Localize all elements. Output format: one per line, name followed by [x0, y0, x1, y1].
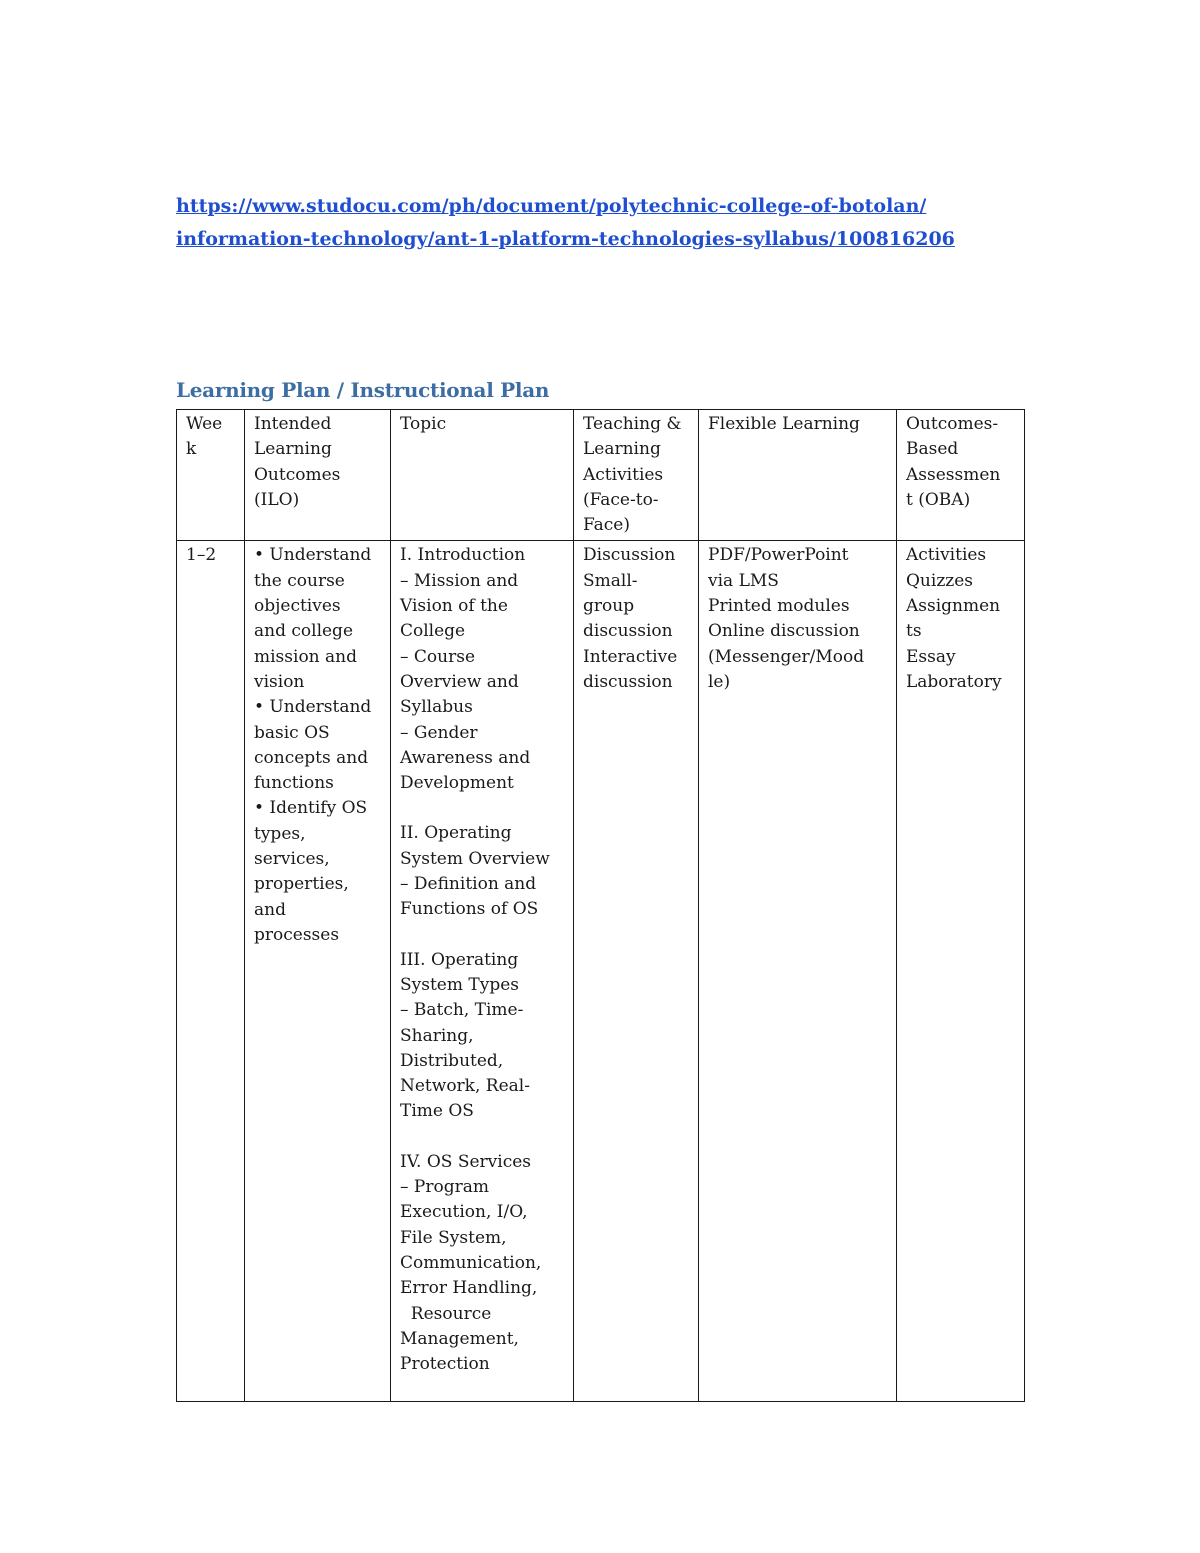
cell-line: Activities: [906, 545, 987, 566]
topic-line: Management,: [400, 1328, 519, 1349]
topic-line: Resource: [400, 1303, 492, 1324]
cell-line: (Messenger/Mood: [708, 646, 865, 667]
header-ilo: [245, 410, 391, 541]
cell-line: group: [583, 596, 635, 617]
cell-line: Wee: [186, 414, 223, 434]
cell-line: • Understand: [254, 697, 372, 718]
cell-line: Outcomes: [254, 464, 341, 485]
topic-line: – Definition and: [400, 874, 537, 895]
cell-line: Printed modules: [708, 596, 850, 617]
week-value: 1–2: [186, 545, 217, 566]
cell-line: Assignmen: [906, 596, 1001, 617]
cell-line: objectives: [254, 596, 341, 617]
topic-line: – Program: [400, 1177, 489, 1198]
topic-line: IV. OS Services: [400, 1151, 531, 1172]
topic-line: Protection: [400, 1354, 490, 1375]
cell-line: PDF/PowerPoint: [708, 545, 849, 566]
link-line-2[interactable]: information-technology/ant-1-platform-technologies-syllabus/100816206: [176, 228, 955, 250]
cell-week: [177, 541, 245, 1402]
header-tla: [574, 410, 699, 541]
cell-line: Small-: [583, 570, 638, 591]
topic-line: I. Introduction: [400, 545, 526, 566]
cell-line: Essay: [906, 646, 956, 667]
cell-line: Quizzes: [906, 570, 974, 591]
cell-line: vision: [254, 671, 305, 692]
cell-line: discussion: [583, 671, 673, 692]
cell-line: services,: [254, 849, 330, 870]
cell-line: (ILO): [254, 489, 300, 510]
topic-line: Network, Real-: [400, 1076, 530, 1097]
cell-line: properties,: [254, 874, 349, 895]
topic-line: Functions of OS: [400, 899, 539, 920]
topic-line: Development: [400, 773, 514, 794]
cell-ilo: [245, 541, 391, 1402]
cell-line: functions: [254, 773, 334, 794]
cell-line: Teaching &: [583, 414, 682, 434]
cell-line: Interactive: [583, 646, 678, 667]
cell-line: via LMS: [708, 570, 779, 591]
cell-line: Face): [583, 515, 630, 536]
topic-line: Awareness and: [400, 747, 531, 768]
cell-line: le): [708, 671, 731, 692]
topic-line: – Mission and: [400, 570, 519, 591]
cell-line: mission and: [254, 646, 357, 667]
topic-line: Vision of the: [400, 596, 508, 617]
topic-line: – Batch, Time-: [400, 1000, 524, 1021]
cell-line: • Identify OS: [254, 798, 368, 819]
topic-line: Time OS: [400, 1101, 474, 1122]
header-flex: [699, 410, 897, 541]
topic-line: File System,: [400, 1227, 507, 1248]
topic-line: Syllabus: [400, 697, 473, 718]
cell-topic: [391, 541, 574, 1402]
topic-line: III. Operating: [400, 949, 519, 970]
cell-tla: [574, 541, 699, 1402]
cell-line: ts: [906, 621, 922, 642]
cell-line: Outcomes-: [906, 414, 999, 434]
cell-line: Topic: [400, 414, 447, 434]
cell-oba: [897, 541, 1025, 1402]
cell-line: t (OBA): [906, 489, 971, 510]
cell-line: discussion: [583, 621, 673, 642]
studocu-link[interactable]: [176, 190, 1076, 256]
topic-line: System Overview: [400, 848, 550, 869]
cell-line: Based: [906, 439, 959, 460]
cell-line: and: [254, 899, 286, 920]
cell-line: the course: [254, 570, 345, 591]
cell-line: Learning: [583, 439, 661, 460]
learning-plan-table: [176, 409, 1025, 1402]
cell-line: k: [186, 439, 197, 460]
cell-line: Flexible Learning: [708, 414, 860, 434]
cell-line: Intended: [254, 414, 332, 434]
cell-line: processes: [254, 924, 340, 945]
topic-line: II. Operating: [400, 823, 512, 844]
topic-line: Sharing,: [400, 1025, 474, 1046]
cell-line: Activities: [583, 464, 664, 485]
link-line-1[interactable]: https://www.studocu.com/ph/document/polytechnic-college-of-botolan/: [176, 195, 927, 217]
section-heading: Learning Plan / Instructional Plan: [176, 378, 550, 402]
topic-line: College: [400, 621, 466, 642]
topic-gap: [400, 923, 565, 948]
table-header-row: [177, 410, 1025, 541]
topic-line: – Gender: [400, 722, 478, 743]
topic-line: – Course: [400, 646, 476, 667]
topic-line: Execution, I/O,: [400, 1202, 528, 1223]
cell-line: concepts and: [254, 747, 369, 768]
cell-line: Online discussion: [708, 621, 860, 642]
cell-line: types,: [254, 823, 306, 844]
topic-line: Error Handling,: [400, 1278, 538, 1299]
cell-line: Laboratory: [906, 671, 1002, 692]
topic-gap: [400, 1125, 565, 1150]
cell-line: Discussion: [583, 545, 676, 566]
topic-line: System Types: [400, 974, 519, 995]
cell-line: basic OS: [254, 722, 330, 743]
cell-line: • Understand: [254, 545, 372, 566]
topic-line: Distributed,: [400, 1050, 504, 1071]
table-row: [177, 541, 1025, 1402]
topic-line: Overview and: [400, 671, 519, 692]
topic-gap: [400, 796, 565, 821]
cell-line: Learning: [254, 439, 332, 460]
header-oba: [897, 410, 1025, 541]
header-week: [177, 410, 245, 541]
cell-flex: [699, 541, 897, 1402]
cell-line: (Face-to-: [583, 489, 659, 510]
cell-line: and college: [254, 621, 354, 642]
cell-line: Assessmen: [906, 464, 1001, 485]
topic-line: Communication,: [400, 1252, 542, 1273]
header-topic: [391, 410, 574, 541]
